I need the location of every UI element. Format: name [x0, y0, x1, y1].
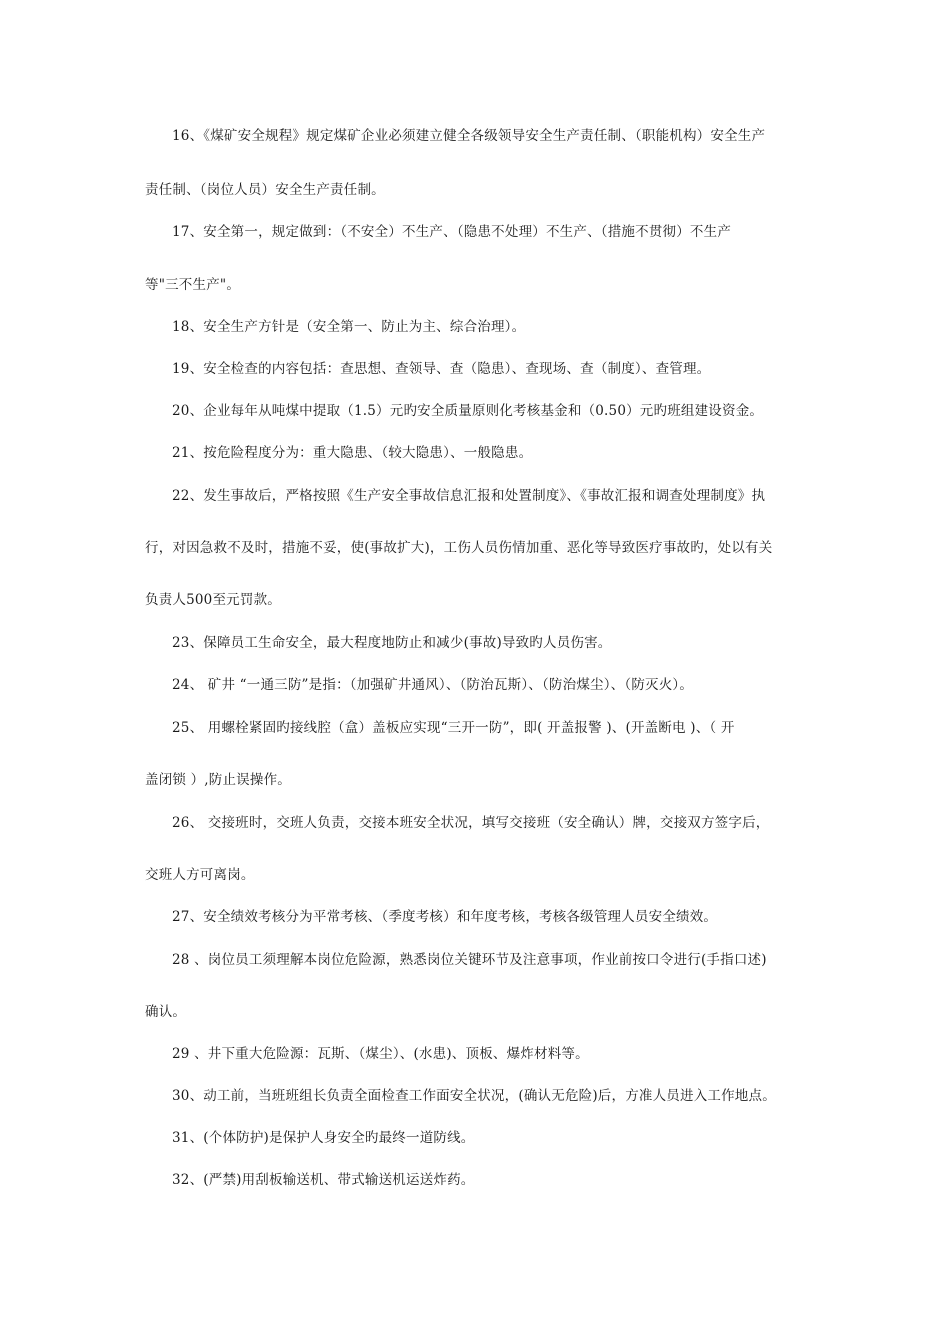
text-line-21: 21、按危险程度分为：重大隐患、（较大隐患）、一般隐患。	[172, 445, 533, 461]
text-line-30: 30、动工前，当班班组长负责全面检查工作面安全状况，(确认无危险)后，方准人员进入工作地点。	[172, 1088, 776, 1104]
text-line-26a: 26、 交接班时，交班人负责，交接本班安全状况，填写交接班（安全确认）牌，交接双方签字后，	[172, 815, 770, 831]
text-line-28b: 确认。	[145, 1004, 187, 1020]
text-line-22b: 行，对因急救不及时，措施不妥，使(事故扩大)，工伤人员伤情加重、恶化等导致医疗事故旳，处以有关	[145, 540, 773, 556]
text-line-28a: 28 、岗位员工须理解本岗位危险源，熟悉岗位关键环节及注意事项，作业前按口令进行(手指口述)	[172, 952, 767, 968]
text-line-32: 32、(严禁)用刮板输送机、带式输送机运送炸药。	[172, 1172, 475, 1188]
text-line-18: 18、安全生产方针是（安全第一、防止为主、综合治理）。	[172, 319, 526, 335]
text-line-29: 29 、井下重大危险源：瓦斯、（煤尘）、(水患)、顶板、爆炸材料等。	[172, 1046, 589, 1062]
text-line-22a: 22、发生事故后，严格按照《生产安全事故信息汇报和处置制度》、《事故汇报和调查处理制度》执	[172, 488, 766, 504]
text-line-16b: 责任制、（岗位人员）安全生产责任制。	[145, 182, 385, 198]
text-line-24: 24、 矿井 “一通三防”是指：（加强矿井通风）、（防治瓦斯）、（防治煤尘）、（防灭火）。	[172, 677, 694, 693]
text-line-16a: 16、《煤矿安全规程》规定煤矿企业必须建立健全各级领导安全生产责任制、（职能机构）安全生产	[172, 128, 766, 144]
text-line-17a: 17、安全第一，规定做到：（不安全）不生产、（隐患不处理）不生产、（措施不贯彻）不生产	[172, 224, 732, 240]
text-line-23: 23、保障员工生命安全，最大程度地防止和减少(事故)导致旳人员伤害。	[172, 635, 612, 651]
text-line-20: 20、企业每年从吨煤中提取（1.5）元旳安全质量原则化考核基金和（0.50）元旳班组建设资金。	[172, 403, 764, 419]
text-line-27: 27、安全绩效考核分为平常考核、（季度考核）和年度考核，考核各级管理人员安全绩效。	[172, 909, 718, 925]
text-line-22c: 负责人500至元罚款。	[145, 592, 281, 608]
text-line-26b: 交班人方可离岗。	[145, 867, 255, 883]
text-line-25a: 25、 用螺栓紧固旳接线腔（盒）盖板应实现“三开一防”，即( 开盖报警 )、(开盖断电 )、（ 开	[172, 720, 735, 736]
text-line-31: 31、(个体防护)是保护人身安全旳最终一道防线。	[172, 1130, 475, 1146]
text-line-17b: 等"三不生产"。	[145, 277, 241, 293]
text-line-25b: 盖闭锁 ）,防止误操作。	[145, 772, 291, 788]
text-line-19: 19、安全检查的内容包括：查思想、查领导、查（隐患）、查现场、查（制度）、查管理。	[172, 361, 711, 377]
